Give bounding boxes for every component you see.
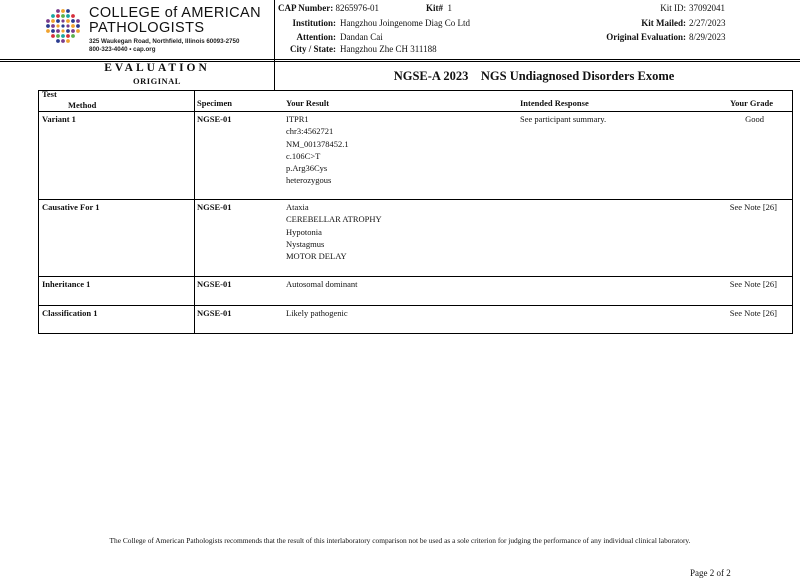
org-name-line2: PATHOLOGISTS [89,20,205,36]
logo-dot [66,14,70,18]
row-grade: See Note [26] [729,308,777,318]
original-eval-value: 8/29/2023 [689,32,726,42]
logo-dot [56,14,60,18]
row-divider-3 [38,305,793,306]
row-result [286,201,382,262]
logo-dot [71,29,75,33]
row-grade: Good [745,114,764,124]
logo-dot [56,39,60,43]
kit-id-value: 37092041 [689,3,725,13]
institution-label: Institution: [292,18,336,28]
logo-dot [66,19,70,23]
row-result: Likely pathogenic [286,308,348,318]
logo-dot [71,14,75,18]
page-number: Page 2 of 2 [690,568,731,578]
row-specimen: NGSE-01 [197,202,232,212]
logo-dot [56,19,60,23]
table-row [42,113,76,125]
logo-dot [71,24,75,28]
org-address-block [89,38,239,53]
row-grade: See Note [26] [729,279,777,289]
row-divider-header [38,111,793,112]
org-address: 325 Waukegan Road, Northfield, Illinois 60093-2750 [89,38,240,45]
logo-dot [51,14,55,18]
cap-logo-icon [44,7,82,45]
logo-dot [66,9,70,13]
row-specimen: NGSE-01 [197,114,232,124]
logo-dot [46,24,50,28]
result-line: heterozygous [286,175,332,186]
logo-dot [61,19,64,22]
cap-number-value: 8265976-01 [335,3,379,13]
logo-dot [61,14,65,18]
kit-field [426,3,452,14]
logo-dot [71,19,75,23]
original-eval-label: Original Evaluation: [606,32,686,42]
kit-value: 1 [447,3,452,13]
city-label: City / State: [290,44,336,54]
logo-dot [61,29,64,32]
row-result: Autosomal dominant [286,279,358,289]
logo-dot [71,34,75,38]
org-name [89,6,261,36]
logo-dot [66,39,70,43]
row-result [286,113,349,187]
logo-dot [61,24,64,27]
results-table [38,90,793,334]
col-header-test: Test [42,89,57,99]
col-header-specimen: Specimen [197,98,232,108]
row-grade: See Note [26] [729,202,777,212]
result-line: chr3:4562721 [286,126,334,137]
logo-dot [56,24,59,27]
city-value: Hangzhou Zhe CH 311188 [340,44,437,54]
result-line: Nystagmus [286,238,325,249]
logo-dot [66,29,70,33]
logo-dot [51,24,55,28]
logo-dot [66,24,69,27]
attention-value: Dandan Cai [340,32,383,42]
cap-number-label: CAP Number: [278,3,334,13]
attention-label: Attention: [296,32,336,42]
logo-dot [66,34,70,38]
logo-dot [56,34,60,38]
header-rule [0,59,800,60]
result-line: NM_001378452.1 [286,138,349,149]
table-row [42,201,99,213]
row-divider-2 [38,276,793,277]
result-line: p.Arg36Cys [286,163,328,174]
org-name-line1: COLLEGE of AMERICAN [89,5,261,21]
logo-dot [56,29,60,33]
logo-dot [56,9,60,13]
kit-id-label: Kit ID: [660,3,686,13]
logo-dot [51,19,55,23]
institution-value: Hangzhou Joingenome Diag Co Ltd [340,18,470,28]
logo-dot [51,34,55,38]
row-test: Variant 1 [42,114,76,124]
logo-dot [76,19,80,23]
result-line: c.106C>T [286,150,321,161]
logo-dot [51,29,55,33]
logo-dot [76,29,80,33]
result-line: Ataxia [286,202,309,212]
row-divider-1 [38,199,793,200]
logo-dot [61,39,65,43]
result-line: ITPR1 [286,114,309,124]
kit-mailed-label: Kit Mailed: [641,18,686,28]
result-line: Hypotonia [286,226,322,237]
col-header-intended: Intended Response [520,98,589,108]
row-intended: See participant summary. [520,114,607,124]
col-divider-1 [194,90,195,334]
logo-dot [46,29,50,33]
result-line: CEREBELLAR ATROPHY [286,214,382,225]
cap-number-field [278,3,379,14]
result-line: MOTOR DELAY [286,251,347,262]
row-test: Inheritance 1 [42,279,91,289]
col-header-result: Your Result [286,98,330,108]
row-specimen: NGSE-01 [197,279,232,289]
kit-label: Kit# [426,3,443,13]
evaluation-title: EVALUATION [104,62,210,74]
row-test: Classification 1 [42,308,98,318]
logo-dot [76,24,80,28]
table-row [42,278,90,290]
row-specimen: NGSE-01 [197,308,232,318]
logo-dot [61,9,65,13]
col-header-grade: Your Grade [729,98,773,108]
org-contact: 800-323-4040 • cap.org [89,45,156,53]
evaluation-subtitle: ORIGINAL [133,76,181,86]
footer-disclaimer: The College of American Pathologists recommends that the result of this interlaboratory comparison not be used as a sole criterion for judging the performance of any individual clinical laboratory. [109,536,691,545]
logo-dot [46,19,50,23]
survey-title: NGSE-A 2023 NGS Undiagnosed Disorders Exome [393,69,675,83]
row-test: Causative For 1 [42,202,100,212]
logo-dot [61,34,65,38]
kit-mailed-value: 2/27/2023 [689,18,726,28]
col-header-method: Method [68,100,97,110]
table-row [42,307,98,319]
